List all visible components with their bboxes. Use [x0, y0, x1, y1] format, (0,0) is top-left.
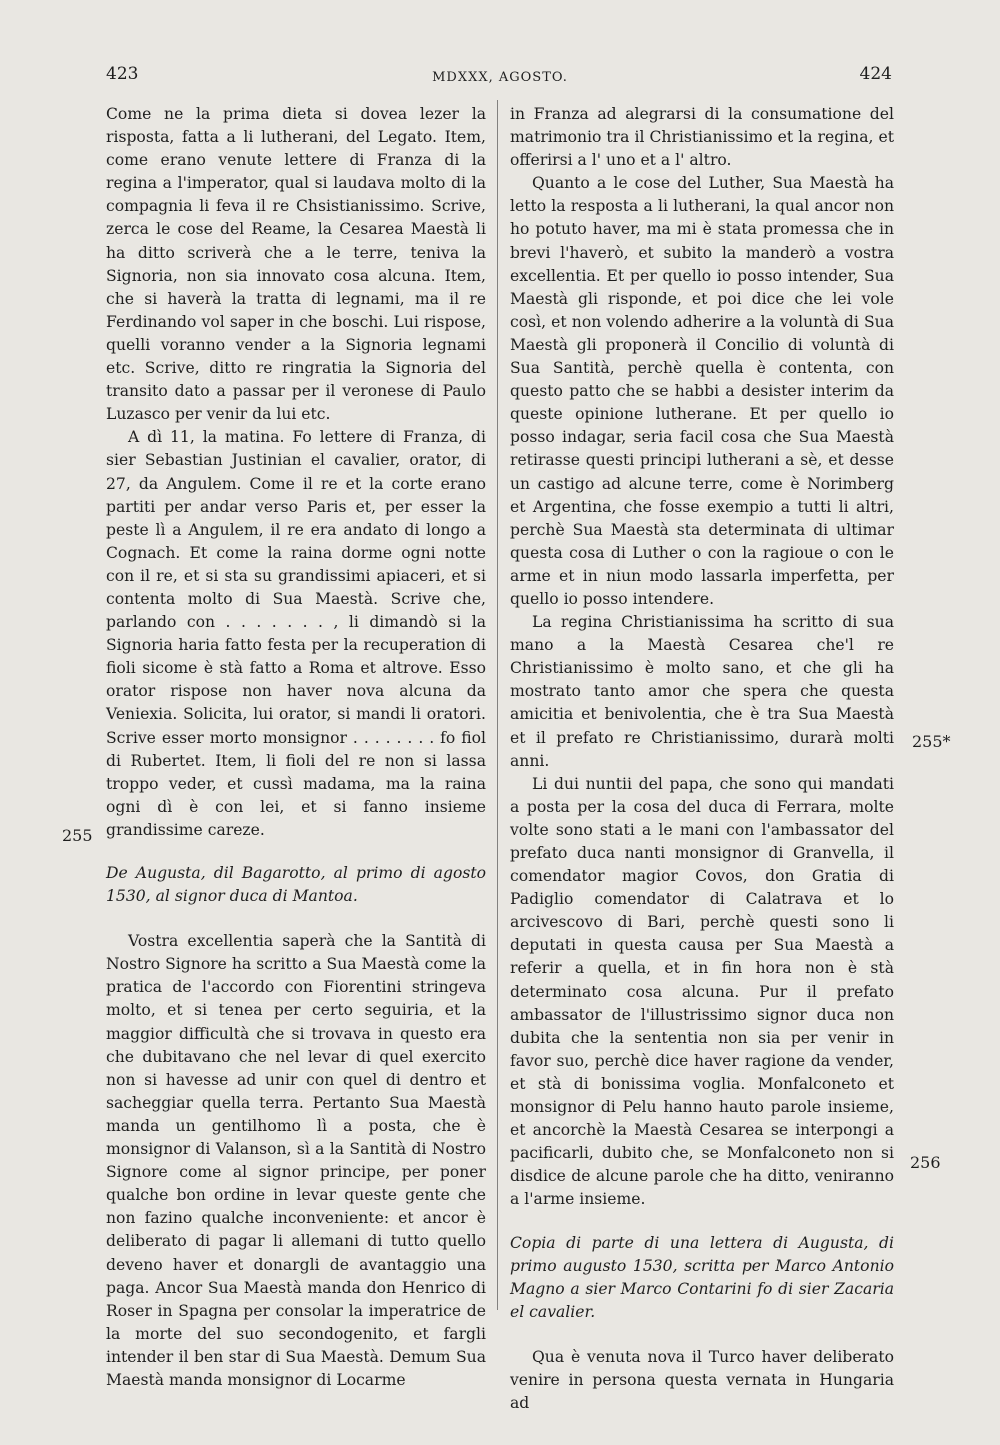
margin-number-256: 256 [910, 1153, 941, 1172]
paragraph: A dì 11, la matina. Fo lettere di Franza, di sier Sebastian Justinian el cavalier, orator, di 27, da Angulem. Come il re et la corte erano partiti per andar verso Paris et, per esser la peste lì a Angulem, il re era andato di longo a Cognach. Et come la raina dorme ogni notte con il re, et si sta su grandissimi apiaceri, et si contenta molto di Sua Maestà. Scrive che, parlando con . . . . . . . , li dimandò si la Signoria haria fatto festa per la recuperation di fioli sicome è stà fatto a Roma et altrove. Esso orator rispose non haver nova alcuna da Veniexia. Solicita, lui orator, si mandi li oratori. Scrive esser morto monsignor . . . . . . . . fo fiol di Rubertet. Item, li fioli del re non si lassa troppo veder, et cussì madama, ma la raina ogni dì è con lei, et si fanno insieme grandissime careze. [106, 428, 486, 839]
paragraph: Qua è venuta nova il Turco haver deliberato venire in persona questa vernata in Hungaria ad [510, 1347, 894, 1413]
letter-heading: Copia di parte di una lettera di Augusta, di primo augusto 1530, scritta per Marco Antonio Magno a sier Marco Contarini fo di sier Zacaria el cavalier. [510, 1233, 894, 1321]
paragraph: Li dui nuntii del papa, che sono qui mandati a posta per la cosa del duca di Ferrara, molte volte sono stati a le mani con l'ambassator del prefato duca nanti monsignor di Granvella, il comendator magior Covos, don Gratia di Padiglio comendator di Calatrava et lo arcivescovo di Bari, perchè questi sono li deputati in questa causa per Sua Maestà a referir a quella, et in fin hora non è stà determinato cosa alcuna. Pur il prefato ambassator de l'illustrissimo signor duca non dubita che la sententia non sia per venir in favor suo, perchè dice haver ragione da vender, et stà di bonissima voglia. Monfalconeto et monsignor di Pelu hanno hauto parole insieme, et ancorchè la Maestà Cesarea se interpongi a pacificarli, dubito che, se Monfalconeto non si disdice de alcune parole che ha ditto, veniranno a l'arme insieme. [510, 774, 894, 1209]
paragraph: Quanto a le cose del Luther, Sua Maestà ha letto la resposta a li lutherani, la qual ancor non ho potuto haver, ma mi è stata promessa che in brevi l'haverò, et subito la manderò a vostra excellentia. Et per quello io posso intender, Sua Maestà gli risponde, et poi dice che lei vole così, et non volendo adherire a la voluntà di Sua Maestà gli proponerà il Concilio di voluntà di Sua Santità, perchè quella è contenta, con questo patto che se habbi a desister interim da queste opinione lutherane. Et per quello io posso indagar, seria facil cosa che Sua Maestà retirasse questi principi lutherani a sè, et desse un castigo ad alcune terre, come è Norimberg et Argentina, che fosse exempio a tutti li altri, perchè Sua Maestà sta determinata di ultimar questa cosa di Luther o con la ragioue o con le arme et in niun modo lassarla imperfetta, per quello io posso intendere. [510, 174, 894, 608]
left-page-number: 423 [106, 64, 139, 84]
paragraph: La regina Christianissima ha scritto di sua mano a la Maestà Cesarea che'l re Christianissimo è molto sano, et che gli ha mostrato tanto amor che spera che questa amicitia et benivolentia, che è tra Sua Maestà et il prefato re Christianissimo, durarà molti anni. [510, 613, 894, 770]
paragraph: in Franza ad alegrarsi di la consumatione del matrimonio tra il Christianissimo et la regina, et offerirsi a l' uno et a l' altro. [510, 105, 894, 170]
letter-heading: De Augusta, dil Bagarotto, al primo di agosto 1530, al signor duca di Mantoa. [106, 864, 486, 906]
running-header: MDXXX, AGOSTO. [432, 70, 568, 85]
column-divider [497, 100, 498, 1310]
right-column [510, 103, 894, 1415]
paragraph: Come ne la prima dieta si dovea lezer la risposta, fatta a li lutherani, del Legato. Item, come erano venute lettere di Franza di la regina a l'imperator, qual si laudava molto di la compagnia li feva il re Chsistianissimo. Scrive, zerca le cose del Reame, la Cesarea Maestà li ha ditto scriverà che a le terre, teniva la Signoria, non sia innovato cosa alcuna. Item, che si haverà la tratta di legnami, ma il re Ferdinando vol saper in che boschi. Lui rispose, quelli voranno vender a la Signoria legnami etc. Scrive, ditto re ringratia la Signoria del transito dato a passar per il veronese di Paulo Luzasco per venir da lui etc. [106, 105, 486, 424]
right-page-number: 424 [859, 64, 892, 84]
margin-number-255: 255 [62, 826, 93, 845]
left-column [106, 103, 486, 1392]
margin-number-255-star: 255* [912, 732, 951, 751]
paragraph: Vostra excellentia saperà che la Santità di Nostro Signore ha scritto a Sua Maestà come la pratica de l'accordo con Fiorentini stringeva molto, et si tenea per certo seguiria, et la maggior difficultà che si trovava in questo era che dubitavano che nel levar di quel exercito non si havesse ad unir con quel di dentro et sacheggiar quella terra. Pertanto Sua Maestà manda un gentilhomo lì a posta, che è monsignor di Valanson, sì a la Santità di Nostro Signore come al signor principe, per poner qualche bon ordine in levar queste gente che non fazino qualche inconveniente: et ancor è deliberato di pagar li allemani di tutto quello deveno haver et donargli de avantaggio una paga. Ancor Sua Maestà manda don Henrico di Roser in Spagna per consolar la imperatrice de la morte del suo secondogenito, et fargli intender il ben star di Sua Maestà. Demum Sua Maestà manda monsignor di Locarme [106, 932, 486, 1389]
